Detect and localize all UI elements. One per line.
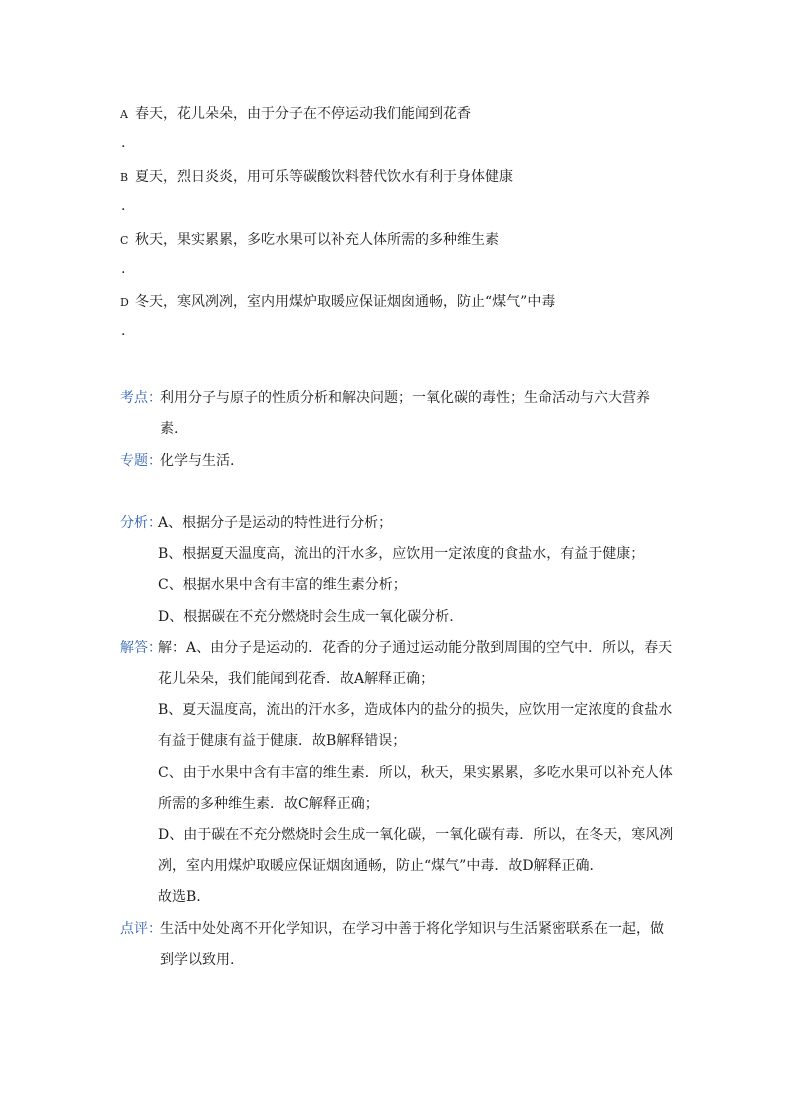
fenxi-label: 分析： (120, 515, 162, 531)
fenxi-line: C、根据水果中含有丰富的维生素分析； (158, 577, 407, 593)
option-letter: C (120, 234, 129, 247)
kaodian-line: 利用分子与原子的性质分析和解决问题；一氧化碳的毒性；生命活动与六大营养 (160, 390, 650, 406)
dianping-line: 到学以致用. (160, 952, 235, 968)
jieda-line: 所需的多种维生素．故C解释正确； (158, 796, 379, 812)
option-dot: . (121, 261, 126, 277)
option-text: 秋天，果实累累，多吃水果可以补充人体所需的多种维生素 (135, 232, 499, 248)
jieda-line: 故选B. (158, 889, 201, 905)
option-letter: B (120, 171, 129, 184)
option-letter: A (120, 108, 128, 121)
zhuanti-text: 化学与生活. (160, 453, 235, 469)
zhuanti-label: 专题： (120, 453, 162, 469)
option-text: 冬天，寒风冽冽，室内用煤炉取暖应保证烟囱通畅，防止“煤气”中毒 (135, 294, 556, 310)
option-dot: . (121, 323, 126, 339)
jieda-line: C、由于水果中含有丰富的维生素．所以，秋天，果实累累，多吃水果可以补充人体 (158, 765, 673, 781)
jieda-line: B、夏天温度高，流出的汗水多，造成体内的盐分的损失，应饮用一定浓度的食盐水 (158, 702, 673, 718)
kaodian-line: 素. (160, 421, 179, 437)
fenxi-line: A、根据分子是运动的特性进行分析； (158, 515, 393, 531)
dianping-line: 生活中处处离不开化学知识，在学习中善于将化学知识与生活紧密联系在一起，做 (160, 921, 664, 937)
fenxi-line: D、根据碳在不充分燃烧时会生成一氧化碳分析. (158, 609, 454, 625)
jieda-label: 解答： (120, 640, 162, 656)
option-letter: D (120, 296, 129, 309)
option-text: 夏天，烈日炎炎，用可乐等碳酸饮料替代饮水有利于身体健康 (135, 169, 513, 185)
option-text: 春天，花儿朵朵，由于分子在不停运动我们能闻到花香 (135, 106, 471, 122)
jieda-line: 有益于健康有益于健康．故B解释错误； (158, 733, 407, 749)
dianping-label: 点评： (120, 921, 162, 937)
option-dot: . (121, 198, 126, 214)
kaodian-label: 考点： (120, 390, 162, 406)
option-dot: . (121, 135, 126, 151)
jieda-line: 冽，室内用煤炉取暖应保证烟囱通畅，防止“煤气”中毒．故D解释正确． (158, 858, 604, 874)
jieda-line: 解：A、由分子是运动的．花香的分子通过运动能分散到周围的空气中．所以，春天 (158, 640, 673, 656)
fenxi-line: B、根据夏天温度高，流出的汗水多，应饮用一定浓度的食盐水，有益于健康； (158, 546, 645, 562)
jieda-line: D、由于碳在不充分燃烧时会生成一氧化碳，一氧化碳有毒．所以，在冬天，寒风冽 (158, 827, 674, 843)
jieda-line: 花儿朵朵，我们能闻到花香．故A解释正确； (158, 671, 435, 687)
